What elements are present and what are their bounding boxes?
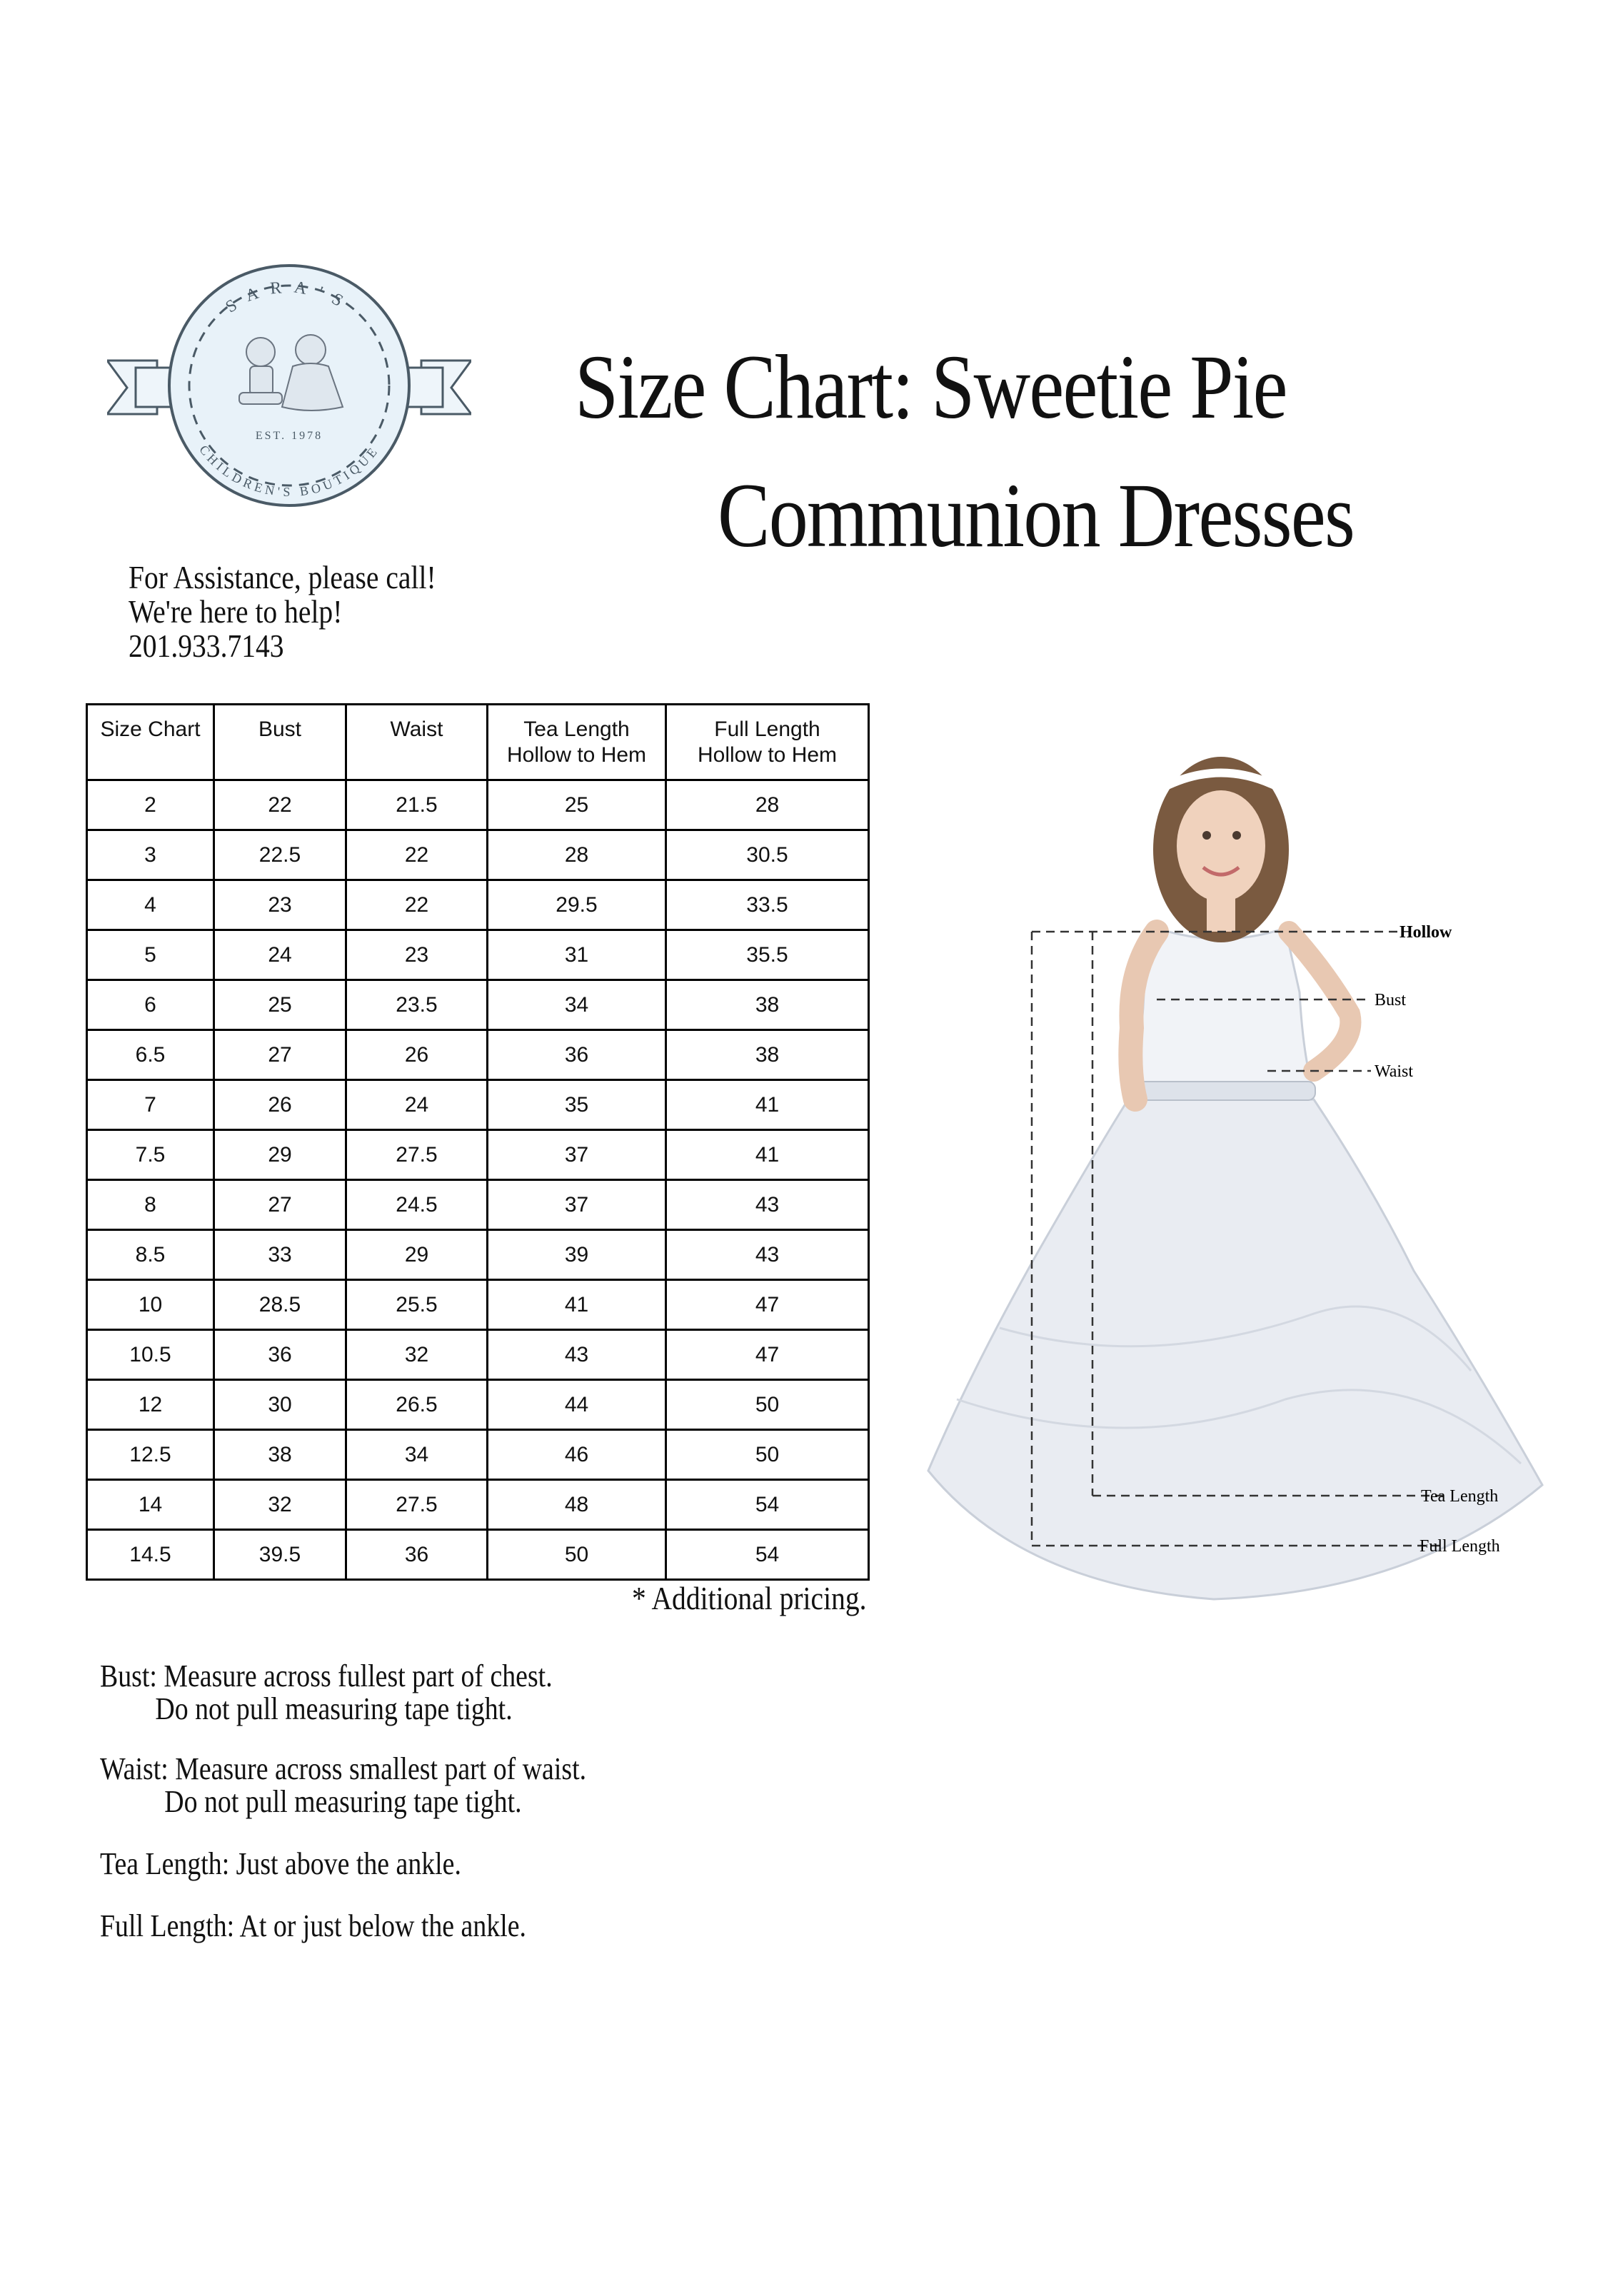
table-cell: 48 bbox=[488, 1480, 666, 1530]
contact-line1: For Assistance, please call! bbox=[129, 559, 436, 595]
hollow-label: Hollow bbox=[1400, 923, 1452, 942]
table-cell: 26.5 bbox=[346, 1380, 488, 1430]
table-row bbox=[87, 780, 869, 830]
table-cell: 41 bbox=[666, 1130, 869, 1180]
table-cell: 27 bbox=[214, 1030, 346, 1080]
table-cell: 26 bbox=[214, 1080, 346, 1130]
table-cell: 7.5 bbox=[87, 1130, 214, 1180]
table-cell: 39.5 bbox=[214, 1530, 346, 1580]
table-cell: 12 bbox=[87, 1380, 214, 1430]
table-cell: 39 bbox=[488, 1230, 666, 1280]
table-cell: 23 bbox=[346, 930, 488, 980]
full-length-label: Full Length bbox=[1420, 1537, 1500, 1556]
table-cell: 38 bbox=[214, 1430, 346, 1480]
table-cell: 14.5 bbox=[87, 1530, 214, 1580]
additional-pricing-note: * Additional pricing. bbox=[632, 1580, 867, 1616]
table-row bbox=[87, 1480, 869, 1530]
girl-face bbox=[1177, 790, 1265, 902]
bust-definition bbox=[100, 1660, 553, 1726]
column-header: Full Length Hollow to Hem bbox=[666, 705, 869, 780]
table-row bbox=[87, 1280, 869, 1330]
table-cell: 30.5 bbox=[666, 830, 869, 880]
table-cell: 10 bbox=[87, 1280, 214, 1330]
table-cell: 36 bbox=[488, 1030, 666, 1080]
table-cell: 35 bbox=[488, 1080, 666, 1130]
table-cell: 8 bbox=[87, 1180, 214, 1230]
table-cell: 29 bbox=[214, 1130, 346, 1180]
dress-measurement-figure bbox=[914, 757, 1557, 1613]
table-cell: 24.5 bbox=[346, 1180, 488, 1230]
table-cell: 44 bbox=[488, 1380, 666, 1430]
table-cell: 54 bbox=[666, 1480, 869, 1530]
table-cell: 14 bbox=[87, 1480, 214, 1530]
table-cell: 22.5 bbox=[214, 830, 346, 880]
table-cell: 10.5 bbox=[87, 1330, 214, 1380]
table-cell: 22 bbox=[346, 830, 488, 880]
table-cell: 43 bbox=[488, 1330, 666, 1380]
table-cell: 33.5 bbox=[666, 880, 869, 930]
table-cell: 27.5 bbox=[346, 1130, 488, 1180]
table-cell: 50 bbox=[666, 1430, 869, 1480]
table-row bbox=[87, 1130, 869, 1180]
table-cell: 36 bbox=[346, 1530, 488, 1580]
table-cell: 24 bbox=[346, 1080, 488, 1130]
table-row bbox=[87, 1080, 869, 1130]
table-cell: 38 bbox=[666, 1030, 869, 1080]
table-cell: 47 bbox=[666, 1330, 869, 1380]
column-header: Bust bbox=[214, 705, 346, 780]
table-cell: 50 bbox=[488, 1530, 666, 1580]
table-cell: 33 bbox=[214, 1230, 346, 1280]
table-row bbox=[87, 1530, 869, 1580]
table-cell: 27.5 bbox=[346, 1480, 488, 1530]
table-cell: 12.5 bbox=[87, 1430, 214, 1480]
table-header-row bbox=[87, 705, 869, 780]
table-row bbox=[87, 1180, 869, 1230]
contact-info bbox=[129, 560, 436, 663]
table-cell: 25.5 bbox=[346, 1280, 488, 1330]
table-cell: 29.5 bbox=[488, 880, 666, 930]
table-row bbox=[87, 880, 869, 930]
boutique-logo bbox=[107, 261, 471, 510]
table-cell: 28.5 bbox=[214, 1280, 346, 1330]
table-cell: 32 bbox=[214, 1480, 346, 1530]
table-cell: 28 bbox=[488, 830, 666, 880]
table-cell: 22 bbox=[214, 780, 346, 830]
table-row bbox=[87, 930, 869, 980]
bust-label: Bust bbox=[1375, 991, 1407, 1009]
table-row bbox=[87, 830, 869, 880]
table-cell: 6 bbox=[87, 980, 214, 1030]
logo-bottom-text: CHILDREN'S BOUTIQUE bbox=[196, 442, 382, 499]
table-cell: 3 bbox=[87, 830, 214, 880]
size-chart-table bbox=[86, 703, 870, 1581]
table-cell: 7 bbox=[87, 1080, 214, 1130]
bust-definition-line2: Do not pull measuring tape tight. bbox=[155, 1691, 513, 1726]
table-row bbox=[87, 980, 869, 1030]
table-cell: 30 bbox=[214, 1380, 346, 1430]
page-title-line1: Size Chart: Sweetie Pie bbox=[575, 336, 1287, 438]
table-cell: 5 bbox=[87, 930, 214, 980]
table-cell: 27 bbox=[214, 1180, 346, 1230]
logo-est: EST. 1978 bbox=[255, 430, 323, 442]
table-row bbox=[87, 1230, 869, 1280]
waist-definition-line2: Do not pull measuring tape tight. bbox=[164, 1784, 522, 1819]
column-header: Tea Length Hollow to Hem bbox=[488, 705, 666, 780]
table-cell: 2 bbox=[87, 780, 214, 830]
table-cell: 31 bbox=[488, 930, 666, 980]
table-cell: 41 bbox=[666, 1080, 869, 1130]
table-row bbox=[87, 1330, 869, 1380]
table-cell: 21.5 bbox=[346, 780, 488, 830]
column-header: Waist bbox=[346, 705, 488, 780]
page-title-line2: Communion Dresses bbox=[718, 465, 1355, 566]
waist-label: Waist bbox=[1375, 1062, 1414, 1081]
table-cell: 47 bbox=[666, 1280, 869, 1330]
bust-definition-line1: Bust: Measure across fullest part of chest. bbox=[100, 1658, 553, 1693]
waist-definition bbox=[100, 1753, 586, 1818]
dress-sash bbox=[1128, 1082, 1315, 1100]
table-cell: 32 bbox=[346, 1330, 488, 1380]
table-cell: 29 bbox=[346, 1230, 488, 1280]
logo-top-text: SARA'S bbox=[222, 278, 356, 317]
table-row bbox=[87, 1430, 869, 1480]
table-cell: 50 bbox=[666, 1380, 869, 1430]
table-cell: 36 bbox=[214, 1330, 346, 1380]
table-body bbox=[87, 780, 869, 1580]
table-cell: 46 bbox=[488, 1430, 666, 1480]
contact-line2: We're here to help! bbox=[129, 593, 343, 630]
table-cell: 35.5 bbox=[666, 930, 869, 980]
table-cell: 6.5 bbox=[87, 1030, 214, 1080]
table-cell: 24 bbox=[214, 930, 346, 980]
table-cell: 37 bbox=[488, 1130, 666, 1180]
table-cell: 54 bbox=[666, 1530, 869, 1580]
table-cell: 26 bbox=[346, 1030, 488, 1080]
table-cell: 41 bbox=[488, 1280, 666, 1330]
table-cell: 23 bbox=[214, 880, 346, 930]
table-cell: 34 bbox=[488, 980, 666, 1030]
table-cell: 28 bbox=[666, 780, 869, 830]
table-cell: 38 bbox=[666, 980, 869, 1030]
table-cell: 43 bbox=[666, 1180, 869, 1230]
full-length-definition: Full Length: At or just below the ankle. bbox=[100, 1908, 526, 1943]
table-cell: 25 bbox=[214, 980, 346, 1030]
waist-definition-line1: Waist: Measure across smallest part of waist. bbox=[100, 1751, 587, 1786]
tea-length-label: Tea Length bbox=[1421, 1487, 1499, 1506]
table-cell: 8.5 bbox=[87, 1230, 214, 1280]
tea-length-definition: Tea Length: Just above the ankle. bbox=[100, 1846, 461, 1881]
table-cell: 25 bbox=[488, 780, 666, 830]
contact-phone: 201.933.7143 bbox=[129, 628, 284, 664]
column-header: Size Chart bbox=[87, 705, 214, 780]
table-row bbox=[87, 1030, 869, 1080]
table-cell: 34 bbox=[346, 1430, 488, 1480]
table-cell: 43 bbox=[666, 1230, 869, 1280]
table-row bbox=[87, 1380, 869, 1430]
table-cell: 4 bbox=[87, 880, 214, 930]
table-cell: 22 bbox=[346, 880, 488, 930]
table-cell: 37 bbox=[488, 1180, 666, 1230]
table-cell: 23.5 bbox=[346, 980, 488, 1030]
